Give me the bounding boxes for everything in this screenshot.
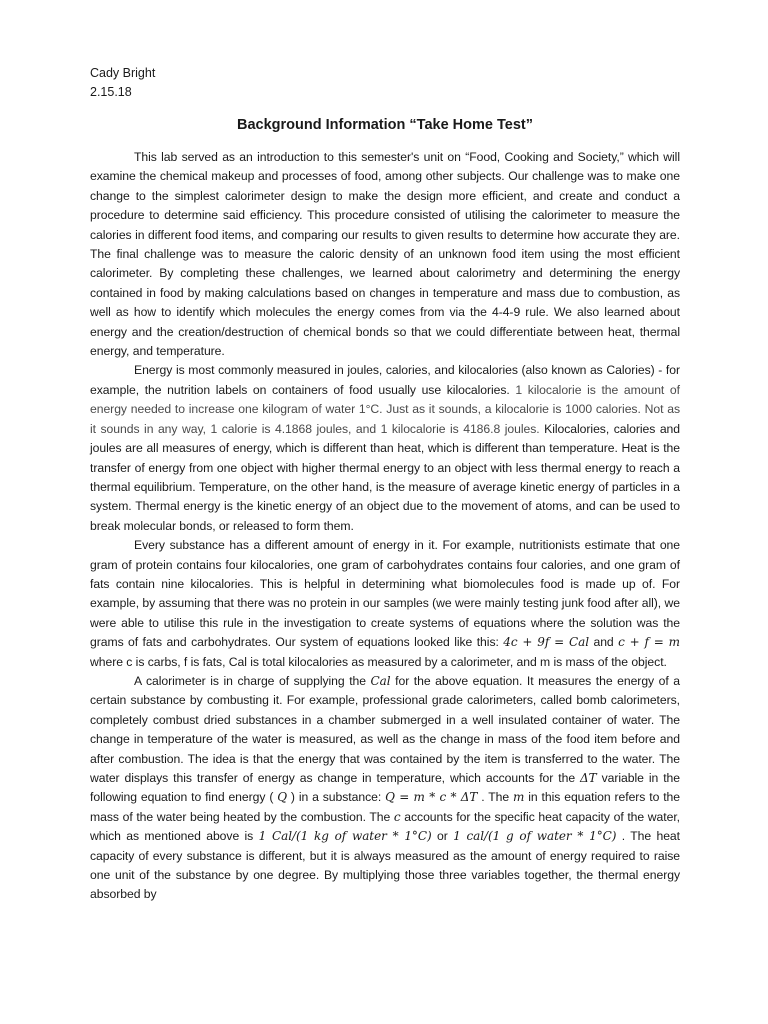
paragraph-energy-units bbox=[90, 361, 680, 536]
document-date: 2.15.18 bbox=[90, 85, 132, 99]
paragraph-calorimeter bbox=[90, 672, 680, 905]
energy-units-text-highlight: 1 kilocalorie is the amount of energy needed to increase one kilogram of water 1°C. Just as it sounds, a kilocalorie is 1000 calories. Not as it sounds in any way, 1 calorie is 4.1868 joules, and 1 kilocalorie is 4186.8 joules. bbox=[90, 382, 680, 436]
variable-c: c bbox=[393, 809, 401, 824]
equation-heat: Q = m * c * ΔT bbox=[385, 790, 478, 805]
equation-calories: 4c + 9f = Cal bbox=[503, 635, 590, 650]
paragraph-4-4-9-rule bbox=[90, 536, 680, 672]
variable-m: m bbox=[513, 790, 525, 805]
variable-q: Q bbox=[277, 790, 288, 805]
equation-mass: c + f = m bbox=[618, 635, 680, 650]
rule-text-1: Every substance has a different amount of energy in it. For example, nutritionists estimate that one gram of protein contains four kilocalories, one gram of carbohydrates contains four calories, and one gram of fats contain nine kilocalories. This is helpful in determining what biomolecules food is made up of. For example, by assuming that there was no protein in our samples (we were mainly testing junk food after all), we were able to utilise this rule in the investigation to create systems of equations where the solution was the grams of fats and carbohydrates. Our system of equations looked like this: bbox=[90, 538, 680, 650]
paragraph-intro: This lab served as an introduction to this semester's unit on “Food, Cooking and Society,” which will examine the chemical makeup and processes of food, among other subjects. Our challenge was to make one change to the simplest calorimeter design to make the design more efficient, and create and conduct a procedure to determine said efficiency. This procedure consisted of utilising the calorimeter to measure the calories in different food items, and comparing our results to given results to determine how accurate they are. The final challenge was to measure the caloric density of an unknown food item using the most efficient calorimeter. By completing these challenges, we learned about calorimetry and determining the energy contained in food by making calculations based on changes in temperature and mass due to combustion, as well as how to identify which molecules the energy comes from via the 4-4-9 rule. We also learned about energy and the creation/destruction of chemical bonds so that we could differentiate between heat, thermal energy, and temperature. bbox=[90, 150, 680, 359]
calorimeter-text-4: ) in a substance: bbox=[287, 790, 386, 805]
calorimeter-text-3: variable in the following equation to find energy ( bbox=[90, 771, 681, 805]
calorimeter-or: or bbox=[431, 829, 454, 844]
energy-units-text-2: Kilocalories, calories and joules are all measures of energy, which is different than heat, which is different than temperature. Heat is the transfer of energy from one object with higher thermal energy to an object with less thermal energy to reach a thermal equilibrium. Temperature, on the other hand, is the measure of average kinetic energy of particles in a system. Thermal energy is the kinetic energy of an object due to the movement of atoms, and can be used to break molecular bonds, or released to form them. bbox=[90, 421, 681, 533]
document-title: Background Information “Take Home Test” bbox=[237, 117, 533, 133]
calorimeter-text-2: for the above equation. It measures the energy of a certain substance by combusting it. For example, professional grade calorimeters, called bomb calorimeters, completely combust dried substances in a chamber submerged in a well insulated container of water. The change in temperature of the water is measured, as well as the change in mass of the food item before and after combustion. The idea is that the energy that was contained by the item is transferred to the water. The water displays this transfer of energy as change in temperature, which accounts for the bbox=[90, 673, 680, 785]
energy-units-text-1: Energy is most commonly measured in joules, calories, and kilocalories (also known as Calories) - for example, the nutrition labels on containers of food usually use kilocalories. bbox=[90, 363, 680, 397]
rule-and: and bbox=[589, 635, 619, 650]
calorimeter-text-7: accounts for the specific heat capacity of the water, which as mentioned above is bbox=[90, 809, 680, 844]
author-name: Cady Bright bbox=[90, 66, 156, 80]
rule-text-2: where c is carbs, f is fats, Cal is total kilocalories as measured by a calorimeter, and m is mass of the object. bbox=[90, 654, 667, 669]
variable-delta-t: ΔT bbox=[580, 771, 597, 785]
unit-calorie: 1 cal/(1 g of water * 1°C) bbox=[453, 829, 617, 844]
calorimeter-text-6: in this equation refers to the mass of the water being heated by the combustion. The bbox=[90, 790, 681, 824]
variable-cal: Cal bbox=[370, 673, 391, 688]
calorimeter-text-1: A calorimeter is in charge of supplying the bbox=[134, 673, 371, 688]
unit-kilocalorie: 1 Cal/(1 kg of water * 1°C) bbox=[258, 829, 432, 844]
calorimeter-text-5: . The bbox=[477, 790, 514, 805]
document-page bbox=[90, 64, 680, 905]
calorimeter-text-8: . The heat capacity of every substance is different, but it is always measured as the amount of energy required to raise one unit of the substance by one degree. By multiplying those three variables together, the thermal energy absorbed by bbox=[90, 829, 680, 902]
